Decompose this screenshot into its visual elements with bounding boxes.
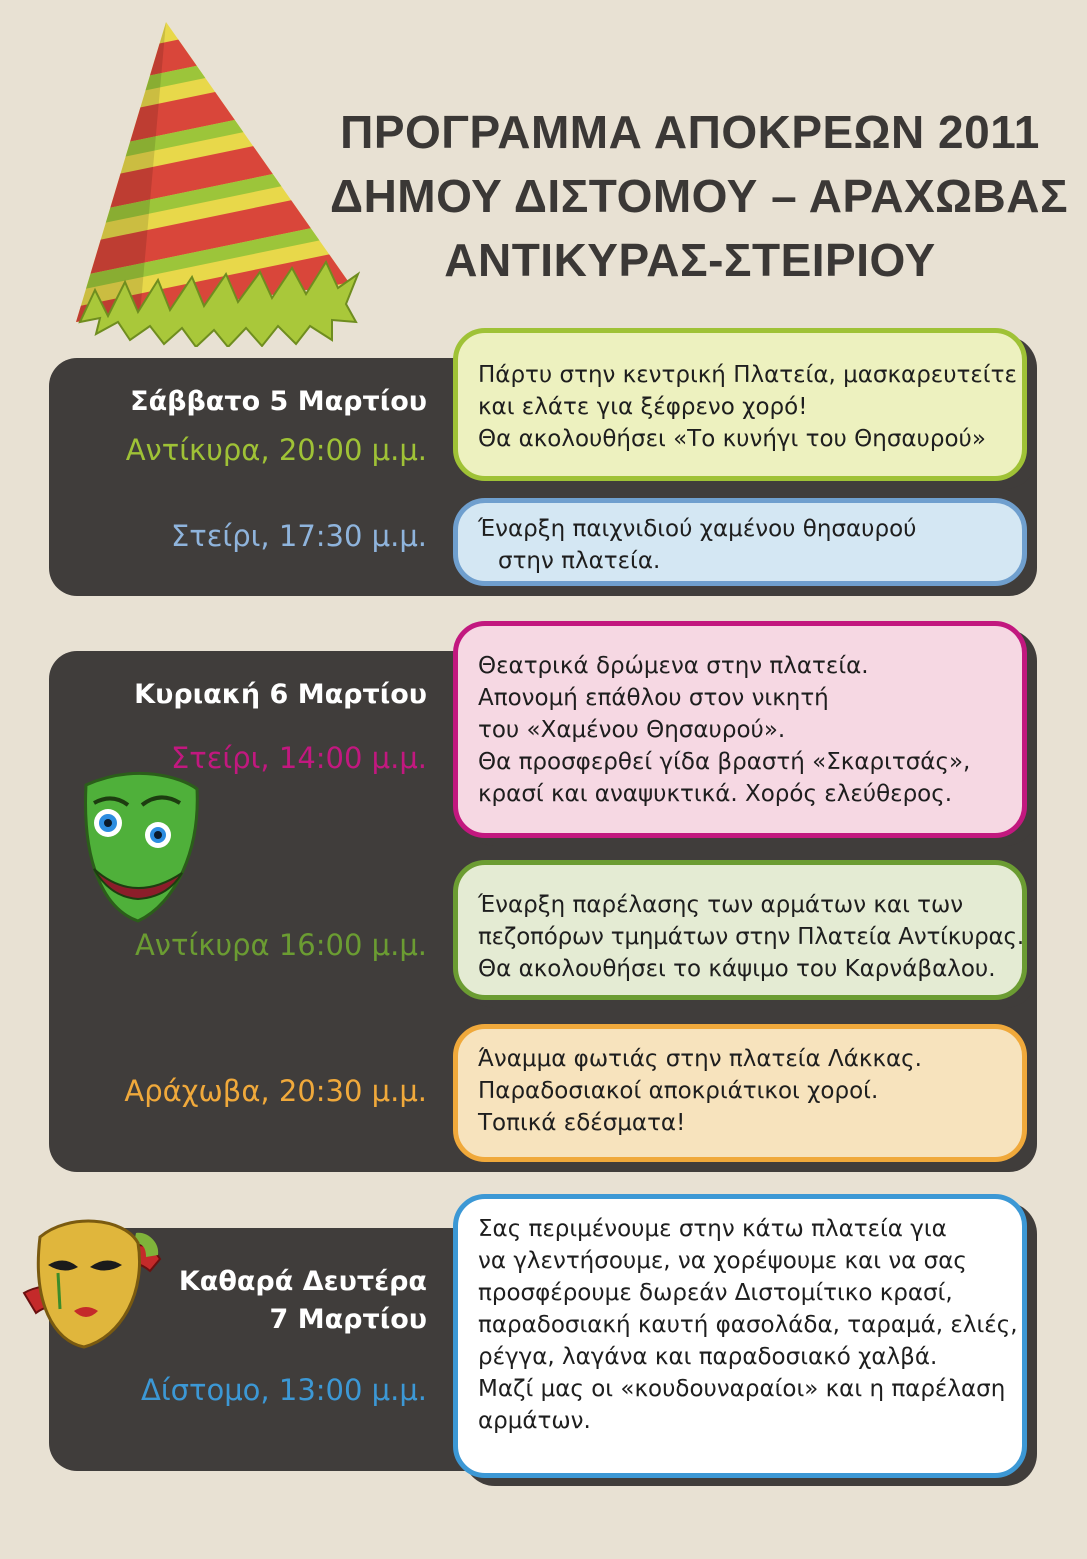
event-line: Πάρτυ στην κεντρική Πλατεία, μασκαρευτείτε	[478, 362, 1017, 388]
event-line: Έναρξη παιχνιδιού χαμένου θησαυρού	[478, 516, 917, 542]
event-line: πεζοπόρων τμημάτων στην Πλατεία Αντίκυρας.	[478, 924, 1024, 950]
event-line: και ελάτε για ξέφρενο χορό!	[478, 394, 808, 420]
event-line: Θεατρικά δρώμενα στην πλατεία.	[478, 653, 869, 679]
saturday-location-2: Στείρι, 17:30 μ.μ.	[170, 519, 427, 553]
event-line: παραδοσιακή καυτή φασολάδα, ταραμά, ελιές,	[478, 1312, 1018, 1338]
event-bubble-sunday-arachova	[453, 1024, 1027, 1162]
green-mask-icon	[76, 765, 204, 925]
sunday-day-label: Κυριακή 6 Μαρτίου	[134, 679, 427, 710]
monday-day-label-2: 7 Μαρτίου	[269, 1304, 427, 1335]
event-bubble-sunday-steiri	[453, 621, 1027, 838]
event-line: Τοπικά εδέσματα!	[478, 1110, 686, 1136]
title-line-2: ΔΗΜΟΥ ΔΙΣΤΟΜΟΥ – ΑΡΑΧΩΒΑΣ	[330, 170, 1069, 222]
event-line: αρμάτων.	[478, 1408, 591, 1434]
sunday-location-2: Αντίκυρα 16:00 μ.μ.	[134, 928, 427, 962]
event-line: να γλεντήσουμε, να χορέψουμε και να σας	[478, 1248, 967, 1274]
event-line: Σας περιμένουμε στην κάτω πλατεία για	[478, 1216, 947, 1242]
title-line-1: ΠΡΟΓΡΑΜΜΑ ΑΠΟΚΡΕΩΝ 2011	[340, 106, 1040, 158]
title-line-3: ΑΝΤΙΚΥΡΑΣ-ΣΤΕΙΡΙΟΥ	[444, 234, 936, 286]
event-line: Έναρξη παρέλασης των αρμάτων και των	[478, 892, 964, 918]
party-hat-icon	[70, 22, 360, 347]
event-line: Θα προσφερθεί γίδα βραστή «Σκαριτσάς»,	[478, 749, 971, 775]
sunday-location-3: Αράχωβα, 20:30 μ.μ.	[124, 1074, 427, 1108]
page-title	[330, 100, 1069, 292]
sunday-location-1: Στείρι, 14:00 μ.μ.	[170, 741, 427, 775]
event-line: στην πλατεία.	[498, 548, 661, 574]
event-line: ρέγγα, λαγάνα και παραδοσιακό χαλβά.	[478, 1344, 938, 1370]
saturday-location-1: Αντίκυρα, 20:00 μ.μ.	[125, 433, 427, 467]
event-bubble-sunday-antikyra	[453, 860, 1027, 1000]
event-bubble-saturday-steiri	[453, 498, 1027, 586]
event-line: Μαζί μας οι «κουδουναραίοι» και η παρέλαση	[478, 1376, 1006, 1402]
event-line: Θα ακολουθήσει το κάψιμο του Καρνάβαλου.	[478, 956, 996, 982]
event-line: προσφέρουμε δωρεάν Διστομίτικο κρασί,	[478, 1280, 953, 1306]
saturday-day-label: Σάββατο 5 Μαρτίου	[130, 386, 427, 417]
event-line: του «Χαμένου Θησαυρού».	[478, 717, 786, 743]
gold-mask-icon	[18, 1213, 168, 1353]
event-line: Απονομή επάθλου στον νικητή	[478, 685, 829, 711]
event-line: Άναμμα φωτιάς στην πλατεία Λάκκας.	[478, 1046, 922, 1072]
event-line: Παραδοσιακοί αποκριάτικοι χοροί.	[478, 1078, 879, 1104]
event-line: κρασί και αναψυκτικά. Χορός ελεύθερος.	[478, 781, 953, 807]
event-bubble-saturday-antikyra	[453, 328, 1027, 481]
event-line: Θα ακολουθήσει «Το κυνήγι του Θησαυρού»	[478, 426, 986, 452]
monday-day-label-1: Καθαρά Δευτέρα	[178, 1266, 427, 1297]
event-bubble-monday-distomo	[453, 1194, 1027, 1478]
monday-location-1: Δίστομο, 13:00 μ.μ.	[141, 1373, 427, 1407]
